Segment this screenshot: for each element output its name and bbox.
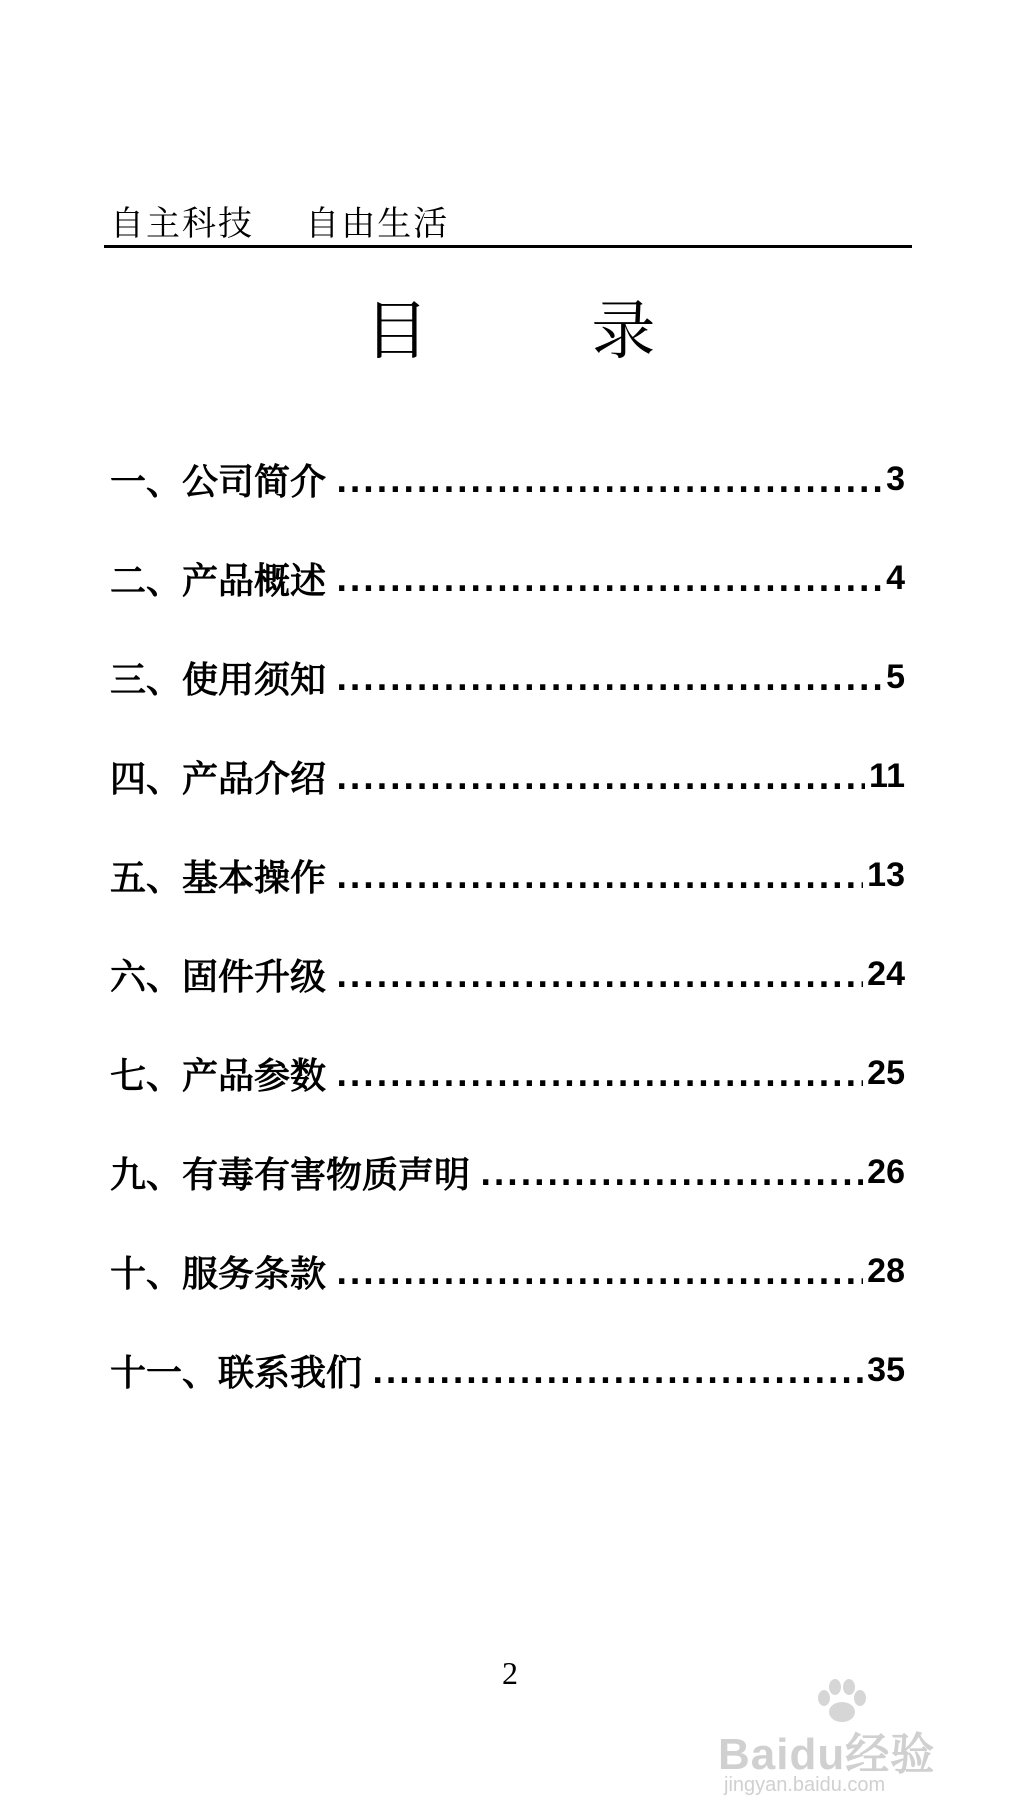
page-number: 2 [502, 1655, 518, 1691]
toc-dot-leader [336, 765, 865, 795]
toc-entry-page: 5 [886, 658, 905, 696]
toc-entry-label: 六、固件升级 [110, 957, 327, 998]
toc-entry-label: 五、基本操作 [110, 858, 327, 899]
toc-dot-leader [336, 1062, 863, 1092]
toc-entry[interactable] [110, 925, 905, 1024]
toc-dot-leader [336, 666, 882, 696]
header-tagline: 自主科技 自由生活 [110, 204, 450, 244]
toc-dot-leader [336, 468, 882, 498]
toc-entry-page: 24 [867, 955, 905, 993]
toc-dot-leader [336, 567, 882, 597]
toc-entry-page: 25 [867, 1054, 905, 1092]
toc-dot-leader [336, 864, 863, 894]
toc-entry[interactable] [110, 826, 905, 925]
toc-entry-label: 二、产品概述 [110, 561, 327, 602]
toc-entry-label: 四、产品介绍 [110, 759, 327, 800]
toc-dot-leader [336, 1260, 863, 1290]
toc-entry[interactable] [110, 1222, 905, 1321]
toc-entry-label: 七、产品参数 [110, 1056, 327, 1097]
toc-dot-leader [480, 1161, 863, 1191]
toc-entry[interactable] [110, 430, 905, 529]
toc-entry-label: 一、公司简介 [110, 462, 327, 503]
toc-entry-page: 11 [869, 757, 905, 795]
toc-entry-page: 4 [886, 559, 905, 597]
table-of-contents [110, 430, 905, 1420]
toc-entry-page: 13 [867, 856, 905, 894]
toc-entry-label: 十一、联系我们 [110, 1353, 363, 1394]
toc-entry[interactable] [110, 529, 905, 628]
watermark-url: jingyan.baidu.com [724, 1774, 886, 1796]
toc-entry-page: 3 [886, 460, 905, 498]
toc-entry-page: 26 [867, 1153, 905, 1191]
toc-entry-page: 35 [867, 1351, 905, 1389]
toc-entry[interactable] [110, 628, 905, 727]
toc-dot-leader [372, 1359, 863, 1389]
watermark-brand: Baidu经验 [718, 1730, 936, 1779]
toc-entry-label: 九、有毒有害物质声明 [110, 1155, 471, 1196]
header-divider [104, 245, 912, 248]
page-title: 目 录 [364, 295, 656, 369]
toc-dot-leader [336, 963, 863, 993]
toc-entry-page: 28 [867, 1252, 905, 1290]
toc-entry[interactable] [110, 1024, 905, 1123]
toc-entry-label: 十、服务条款 [110, 1254, 327, 1295]
toc-entry[interactable] [110, 727, 905, 826]
toc-entry-label: 三、使用须知 [110, 660, 327, 701]
toc-entry[interactable] [110, 1321, 905, 1420]
toc-entry[interactable] [110, 1123, 905, 1222]
watermark [718, 1678, 968, 1798]
